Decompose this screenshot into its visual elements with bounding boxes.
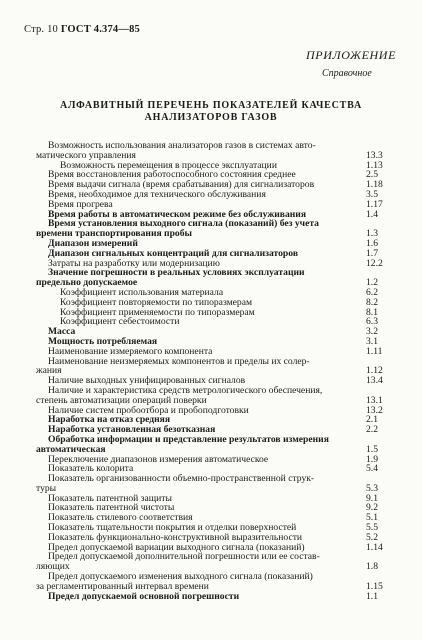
list-item-text: матического управления bbox=[36, 149, 136, 161]
list-item-section-number: 5.1 bbox=[366, 512, 378, 524]
list-item-text: Наличие систем пробоотбора и пробоподготовки bbox=[48, 404, 249, 416]
list-item-text: Коэффициент повторяемости по типоразмерам bbox=[60, 296, 253, 308]
list-item-section-number: 5.4 bbox=[366, 463, 378, 475]
indicator-list bbox=[36, 141, 396, 601]
list-item-text: Переключение диапазонов измерения автоматическое bbox=[48, 453, 269, 465]
list-item-text: туры bbox=[36, 482, 57, 494]
list-item-section-number: 13.3 bbox=[366, 149, 383, 161]
list-item-text: Диапазон измерений bbox=[48, 237, 138, 249]
list-item-text: Наличие выходных унифицированных сигналов bbox=[48, 375, 246, 387]
list-item-section-number: 1.18 bbox=[366, 179, 383, 191]
list-item-text: Показатель колорита bbox=[48, 463, 134, 475]
list-item-text: времени транспортирования пробы bbox=[36, 228, 193, 240]
list-item-section-number: 1.14 bbox=[366, 541, 383, 553]
list-item-section-number: 9.1 bbox=[366, 492, 378, 504]
list-item bbox=[36, 552, 396, 562]
list-item-section-number: 1.1 bbox=[366, 590, 378, 602]
list-item-text: за регламентированный интервал времени bbox=[36, 580, 209, 592]
list-item-text: Показатель стилевого соответствия bbox=[48, 512, 193, 524]
list-item-text: Наименование измеряемого компонента bbox=[48, 345, 213, 357]
list-item-section-number: 2.2 bbox=[366, 424, 378, 436]
list-item-text: Предел допускаемого изменения выходного сигнала (показаний) bbox=[48, 571, 313, 583]
list-item-section-number: 1.7 bbox=[366, 247, 378, 259]
list-item-section-number: 5.2 bbox=[366, 531, 378, 543]
list-item-section-number: 3.1 bbox=[366, 335, 378, 347]
list-item-section-number: 12.2 bbox=[366, 257, 383, 269]
list-item-text: Коэффициент себестоимости bbox=[60, 316, 180, 328]
list-item-section-number: 13.2 bbox=[366, 404, 383, 416]
list-item-text: ляющих bbox=[36, 561, 70, 573]
list-item bbox=[36, 592, 396, 602]
list-item-section-number: 1.11 bbox=[366, 345, 383, 357]
list-item bbox=[36, 357, 396, 367]
list-item-section-number: 1.5 bbox=[366, 443, 378, 455]
list-item-text: Диапазон сигнальных концентраций для сигнализаторов bbox=[48, 247, 298, 259]
list-item-text: степень автоматизации операций поверки bbox=[36, 394, 207, 406]
page-title-line-1: АЛФАВИТНЫЙ ПЕРЕЧЕНЬ ПОКАЗАТЕЛЕЙ КАЧЕСТВА bbox=[60, 100, 362, 111]
list-item-text: Время выдачи сигнала (время срабатывания) для сигнализаторов bbox=[48, 179, 315, 191]
list-item-section-number: 5.3 bbox=[366, 482, 378, 494]
page-header bbox=[24, 24, 140, 35]
list-item-section-number: 2.5 bbox=[366, 169, 378, 181]
list-item-section-number: 13.1 bbox=[366, 394, 383, 406]
list-item-text: Показатель функционально-конструктивной выразительности bbox=[48, 531, 303, 543]
list-item-text: Наработка на отказ средняя bbox=[48, 414, 171, 426]
list-item-section-number: 1.3 bbox=[366, 228, 378, 240]
list-item-text: Коэффициент использования материала bbox=[60, 286, 224, 298]
list-item-text: Предел допускаемой дополнительной погрешности или ее состав- bbox=[48, 551, 320, 563]
standard-code: ГОСТ 4.374—85 bbox=[60, 24, 140, 35]
list-item-text: Обработка информации и представление результатов измерения bbox=[48, 433, 329, 445]
list-item-section-number: 1.12 bbox=[366, 365, 383, 377]
list-item bbox=[36, 474, 396, 484]
list-item-text: Предел допускаемой основной погрешности bbox=[48, 590, 240, 602]
reference-label: Справочное bbox=[322, 68, 372, 79]
list-item-section-number: 13.4 bbox=[366, 375, 383, 387]
list-item-text: Показатель тщательности покрытия и отделки поверхностей bbox=[48, 522, 297, 534]
list-item-text: Значение погрешности в реальных условиях эксплуатации bbox=[48, 267, 305, 279]
appendix-label: ПРИЛОЖЕНИЕ bbox=[306, 48, 396, 62]
list-item-text: Возможность перемещения в процессе эксплуатации bbox=[60, 159, 277, 171]
list-item-section-number: 3.5 bbox=[366, 188, 378, 200]
list-item-text: Наработка установленная безотказная bbox=[48, 424, 216, 436]
list-item-text: Наличие и характеристика средств метрологического обеспечения, bbox=[48, 384, 323, 396]
list-item-text: Масса bbox=[48, 326, 76, 338]
list-item-text: Предел допускаемой вариации выходного сигнала (показаний) bbox=[48, 541, 305, 553]
list-item-text: Время прогрева bbox=[48, 198, 113, 210]
page-number: Стр. 10 bbox=[24, 24, 58, 35]
list-item-section-number: 6.2 bbox=[366, 286, 378, 298]
list-item-text: Время установления выходного сигнала (показаний) без учета bbox=[48, 218, 319, 230]
list-item-text: Время работы в автоматическом режиме без обслуживания bbox=[48, 208, 307, 220]
list-item-text: Показатель патентной чистоты bbox=[48, 502, 175, 514]
list-item-text: жания bbox=[36, 365, 62, 377]
list-item-text: Мощность потребляемая bbox=[48, 335, 158, 347]
list-item-section-number: 1.8 bbox=[366, 561, 378, 573]
list-item-section-number: 8.2 bbox=[366, 296, 378, 308]
list-item-section-number: 1.4 bbox=[366, 208, 378, 220]
list-item-section-number: 5.5 bbox=[366, 522, 378, 534]
list-item-section-number: 1.17 bbox=[366, 198, 383, 210]
list-item-text: Коэффициент применяемости по типоразмерам bbox=[60, 306, 255, 318]
list-item-text: автоматическая bbox=[36, 443, 106, 455]
list-item-text: Показатель патентной защиты bbox=[48, 492, 172, 504]
list-item bbox=[36, 317, 396, 327]
list-item-section-number: 6.3 bbox=[366, 316, 378, 328]
list-item-text: предельно допускаемое bbox=[36, 277, 138, 289]
list-item-section-number: 2.1 bbox=[366, 414, 378, 426]
list-item-text: Возможность использования анализаторов газов в системах авто- bbox=[48, 140, 316, 151]
list-item-section-number: 1.15 bbox=[366, 580, 383, 592]
list-item-section-number: 3.2 bbox=[366, 326, 378, 338]
list-item-text: Время восстановления работоспособного состояния среднее bbox=[48, 169, 296, 181]
list-item-section-number: 1.13 bbox=[366, 159, 383, 171]
list-item-section-number: 1.9 bbox=[366, 453, 378, 465]
page-title-line-2: АНАЛИЗАТОРОВ ГАЗОВ bbox=[144, 112, 278, 123]
list-item-text: Время, необходимое для технического обслуживания bbox=[48, 188, 266, 200]
list-item-text: Показатель организованности объемно-пространственной струк- bbox=[48, 473, 315, 485]
list-item-text: Затраты на разработку или модернизацию bbox=[48, 257, 220, 269]
list-item-section-number: 1.6 bbox=[366, 237, 378, 249]
list-item-section-number: 8.1 bbox=[366, 306, 378, 318]
list-item-section-number: 9.2 bbox=[366, 502, 378, 514]
list-item-text: Наименование неизмеряемых компонентов и пределы их солер- bbox=[48, 355, 310, 367]
list-item-section-number: 1.2 bbox=[366, 277, 378, 289]
